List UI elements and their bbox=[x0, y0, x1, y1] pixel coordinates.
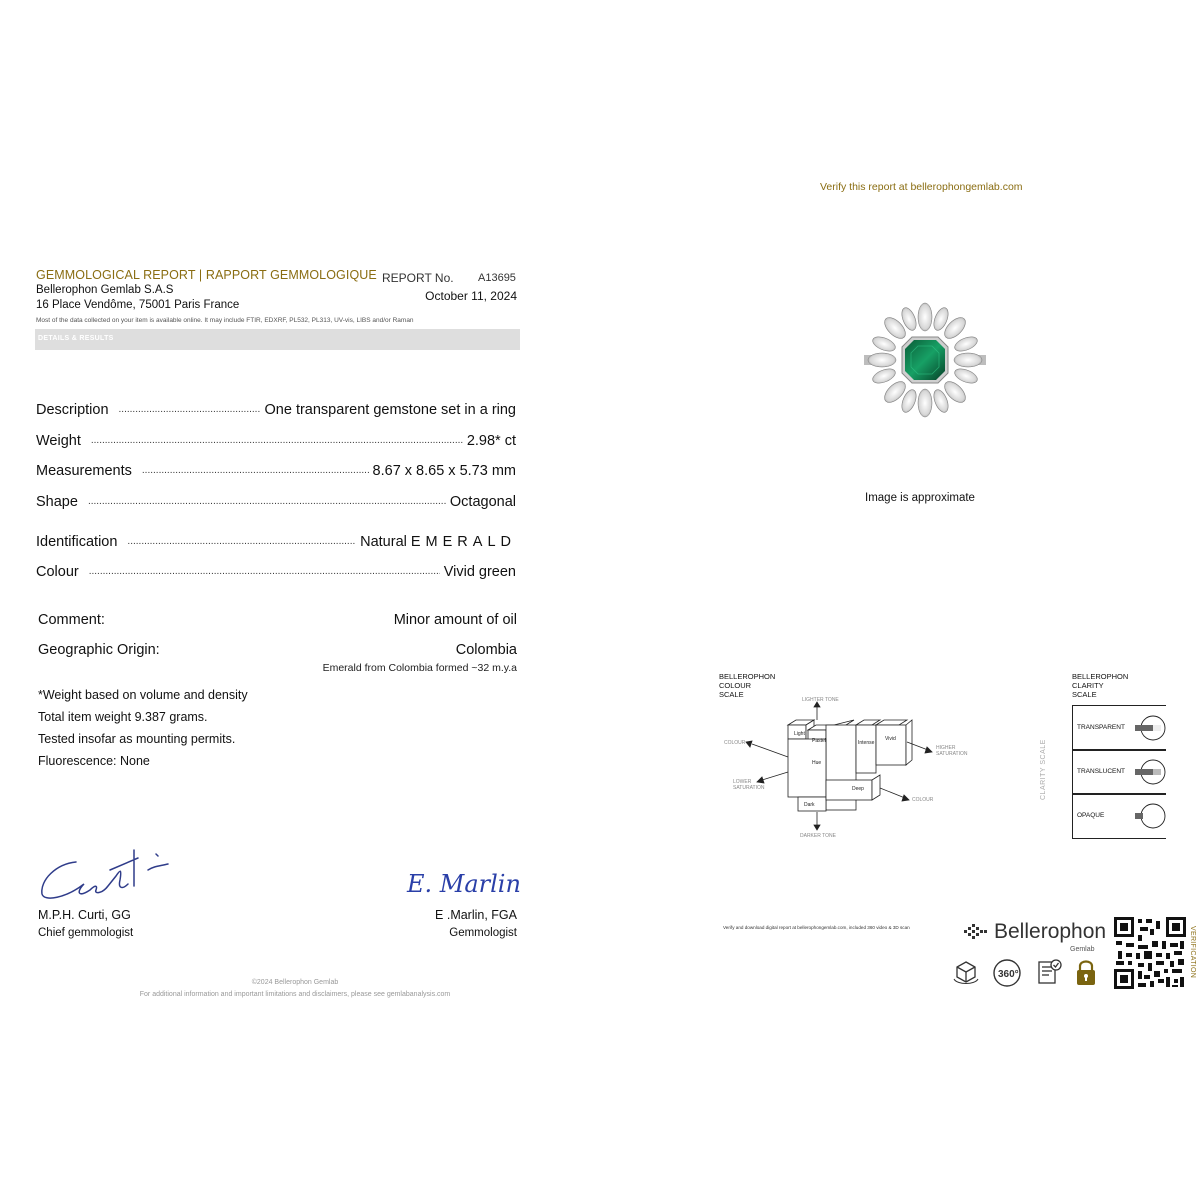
data-note: Most of the data collected on your item is available online. It may include FTIR, EDXRF, PL532, PL313, UV-vis, LIBS and/or Raman bbox=[36, 317, 414, 324]
detail-value bbox=[360, 534, 516, 550]
detail-row-shape bbox=[36, 488, 516, 510]
section-title: DETAILS & RESULTS bbox=[38, 335, 114, 342]
scale-hue: Hue bbox=[812, 760, 822, 766]
digital-report-note: Verify and download digital report at bellerophongemlab.com, included 360 video & 3D scan bbox=[723, 925, 910, 930]
scale-vivid: Vivid bbox=[885, 736, 896, 742]
detail-label: Identification bbox=[36, 534, 118, 550]
section-bar bbox=[35, 329, 520, 350]
scale-pastel: Pastel bbox=[812, 738, 826, 744]
report-number: A13695 bbox=[478, 272, 516, 284]
signer-1-role: Chief gemmologist bbox=[38, 927, 134, 939]
scale-deep: Deep bbox=[852, 786, 864, 792]
note-fluorescence: Fluorescence: None bbox=[38, 754, 150, 768]
scale-colour-right: COLOUR bbox=[912, 797, 934, 803]
scale-darker-tone: DARKER TONE bbox=[800, 833, 836, 839]
clarity-transparent-icon bbox=[1133, 714, 1167, 742]
detail-value: Octagonal bbox=[449, 494, 516, 510]
footer-copyright: ©2024 Bellerophon Gemlab bbox=[251, 979, 339, 986]
qr-code-icon[interactable] bbox=[1114, 917, 1186, 989]
scale-intense: Intense bbox=[858, 740, 875, 746]
scale-dark: Dark bbox=[804, 802, 815, 808]
clarity-translucent bbox=[1072, 749, 1166, 795]
clarity-scale-title-line3: SCALE bbox=[1072, 690, 1097, 699]
signer-2-role: Gemmologist bbox=[449, 927, 517, 939]
curti-signature bbox=[36, 840, 176, 904]
brand-sub: Gemlab bbox=[1070, 946, 1095, 953]
note-total-weight: Total item weight 9.387 grams. bbox=[38, 710, 208, 724]
detail-row-description bbox=[36, 396, 516, 418]
origin-value: Colombia bbox=[455, 642, 517, 658]
marlin-signature bbox=[404, 864, 534, 902]
clarity-scale-vertical-label: CLARITY SCALE bbox=[1040, 739, 1047, 800]
clarity-level-label: TRANSLUCENT bbox=[1077, 768, 1126, 775]
scale-colour-left: COLOUR bbox=[724, 740, 746, 746]
clarity-transparent bbox=[1072, 705, 1166, 751]
lab-name: Bellerophon Gemlab S.A.S bbox=[36, 284, 174, 296]
clarity-opaque bbox=[1072, 793, 1166, 839]
report-title: GEMMOLOGICAL REPORT | RAPPORT GEMMOLOGIQUE bbox=[36, 268, 377, 282]
note-mounting: Tested insofar as mounting permits. bbox=[38, 732, 236, 746]
clarity-scale-title bbox=[1072, 672, 1128, 699]
note-weight: *Weight based on volume and density bbox=[38, 688, 248, 702]
detail-value: 2.98* ct bbox=[466, 433, 516, 449]
colour-scale-title-line3: SCALE bbox=[719, 690, 744, 699]
comment-row bbox=[38, 612, 517, 628]
clarity-translucent-icon bbox=[1133, 758, 1167, 786]
360-video-icon[interactable] bbox=[992, 958, 1022, 988]
verify-link[interactable]: Verify this report at bellerophongemlab.com bbox=[820, 181, 1023, 193]
origin-label: Geographic Origin: bbox=[38, 642, 160, 658]
scale-higher-2: SATURATION bbox=[936, 751, 968, 757]
origin-note: Emerald from Colombia formed ~32 m.y.a bbox=[322, 662, 517, 674]
svg-text:360°: 360° bbox=[998, 969, 1019, 980]
colour-scale-title-line2: COLOUR bbox=[719, 681, 752, 690]
3d-scan-icon[interactable] bbox=[951, 957, 981, 987]
verification-label: VERIFICATION bbox=[1189, 926, 1196, 979]
clarity-scale-title-line1: BELLEROPHON bbox=[1072, 672, 1129, 681]
detail-label: Shape bbox=[36, 494, 78, 510]
clarity-level-label: OPAQUE bbox=[1077, 812, 1105, 819]
detail-label: Measurements bbox=[36, 463, 132, 479]
emerald-ring-image bbox=[862, 299, 988, 421]
origin-row bbox=[38, 642, 517, 658]
detail-row-identification bbox=[36, 528, 516, 550]
marlin-signature-text: E. Marlin bbox=[407, 870, 521, 898]
report-number-label: REPORT No. bbox=[382, 271, 454, 285]
detail-value: 8.67 x 8.65 x 5.73 mm bbox=[372, 463, 516, 479]
report-date: October 11, 2024 bbox=[425, 289, 517, 303]
detail-value: Vivid green bbox=[443, 564, 516, 580]
signer-1-name: M.P.H. Curti, GG bbox=[38, 908, 131, 922]
brand-name: Bellerophon bbox=[994, 920, 1107, 943]
digital-report-icon[interactable] bbox=[1034, 957, 1064, 987]
detail-label: Colour bbox=[36, 564, 79, 580]
detail-value: One transparent gemstone set in a ring bbox=[264, 402, 516, 418]
detail-row-colour bbox=[36, 558, 516, 580]
scale-higher-1: HIGHER bbox=[936, 745, 956, 751]
scale-light: Light bbox=[794, 731, 805, 737]
lab-address: 16 Place Vendôme, 75001 Paris France bbox=[36, 299, 240, 311]
detail-row-weight bbox=[36, 427, 516, 449]
identification-species: EMERALD bbox=[410, 534, 516, 550]
clarity-opaque-icon bbox=[1133, 802, 1167, 830]
clarity-scale-title-line2: CLARITY bbox=[1072, 681, 1104, 690]
comment-value: Minor amount of oil bbox=[393, 612, 517, 628]
detail-label: Weight bbox=[36, 433, 81, 449]
image-note: Image is approximate bbox=[865, 492, 975, 504]
detail-row-measurements bbox=[36, 457, 516, 479]
scale-lower-1: LOWER bbox=[733, 779, 752, 785]
scale-lighter-tone: LIGHTER TONE bbox=[802, 697, 839, 703]
signer-2-name: E .Marlin, FGA bbox=[435, 908, 517, 922]
identification-prefix: Natural bbox=[360, 534, 407, 550]
bellerophon-logo-icon bbox=[962, 922, 990, 942]
footer-disclaimer: For additional information and important limitations and disclaimers, please see gemlabanalysis.com bbox=[139, 991, 451, 998]
scale-lower-2: SATURATION bbox=[733, 785, 765, 791]
colour-scale-title-line1: BELLEROPHON bbox=[719, 672, 776, 681]
detail-label: Description bbox=[36, 402, 109, 418]
clarity-level-label: TRANSPARENT bbox=[1077, 724, 1125, 731]
comment-label: Comment: bbox=[38, 612, 105, 628]
lock-icon bbox=[1074, 957, 1098, 987]
colour-scale-diagram bbox=[722, 692, 972, 842]
